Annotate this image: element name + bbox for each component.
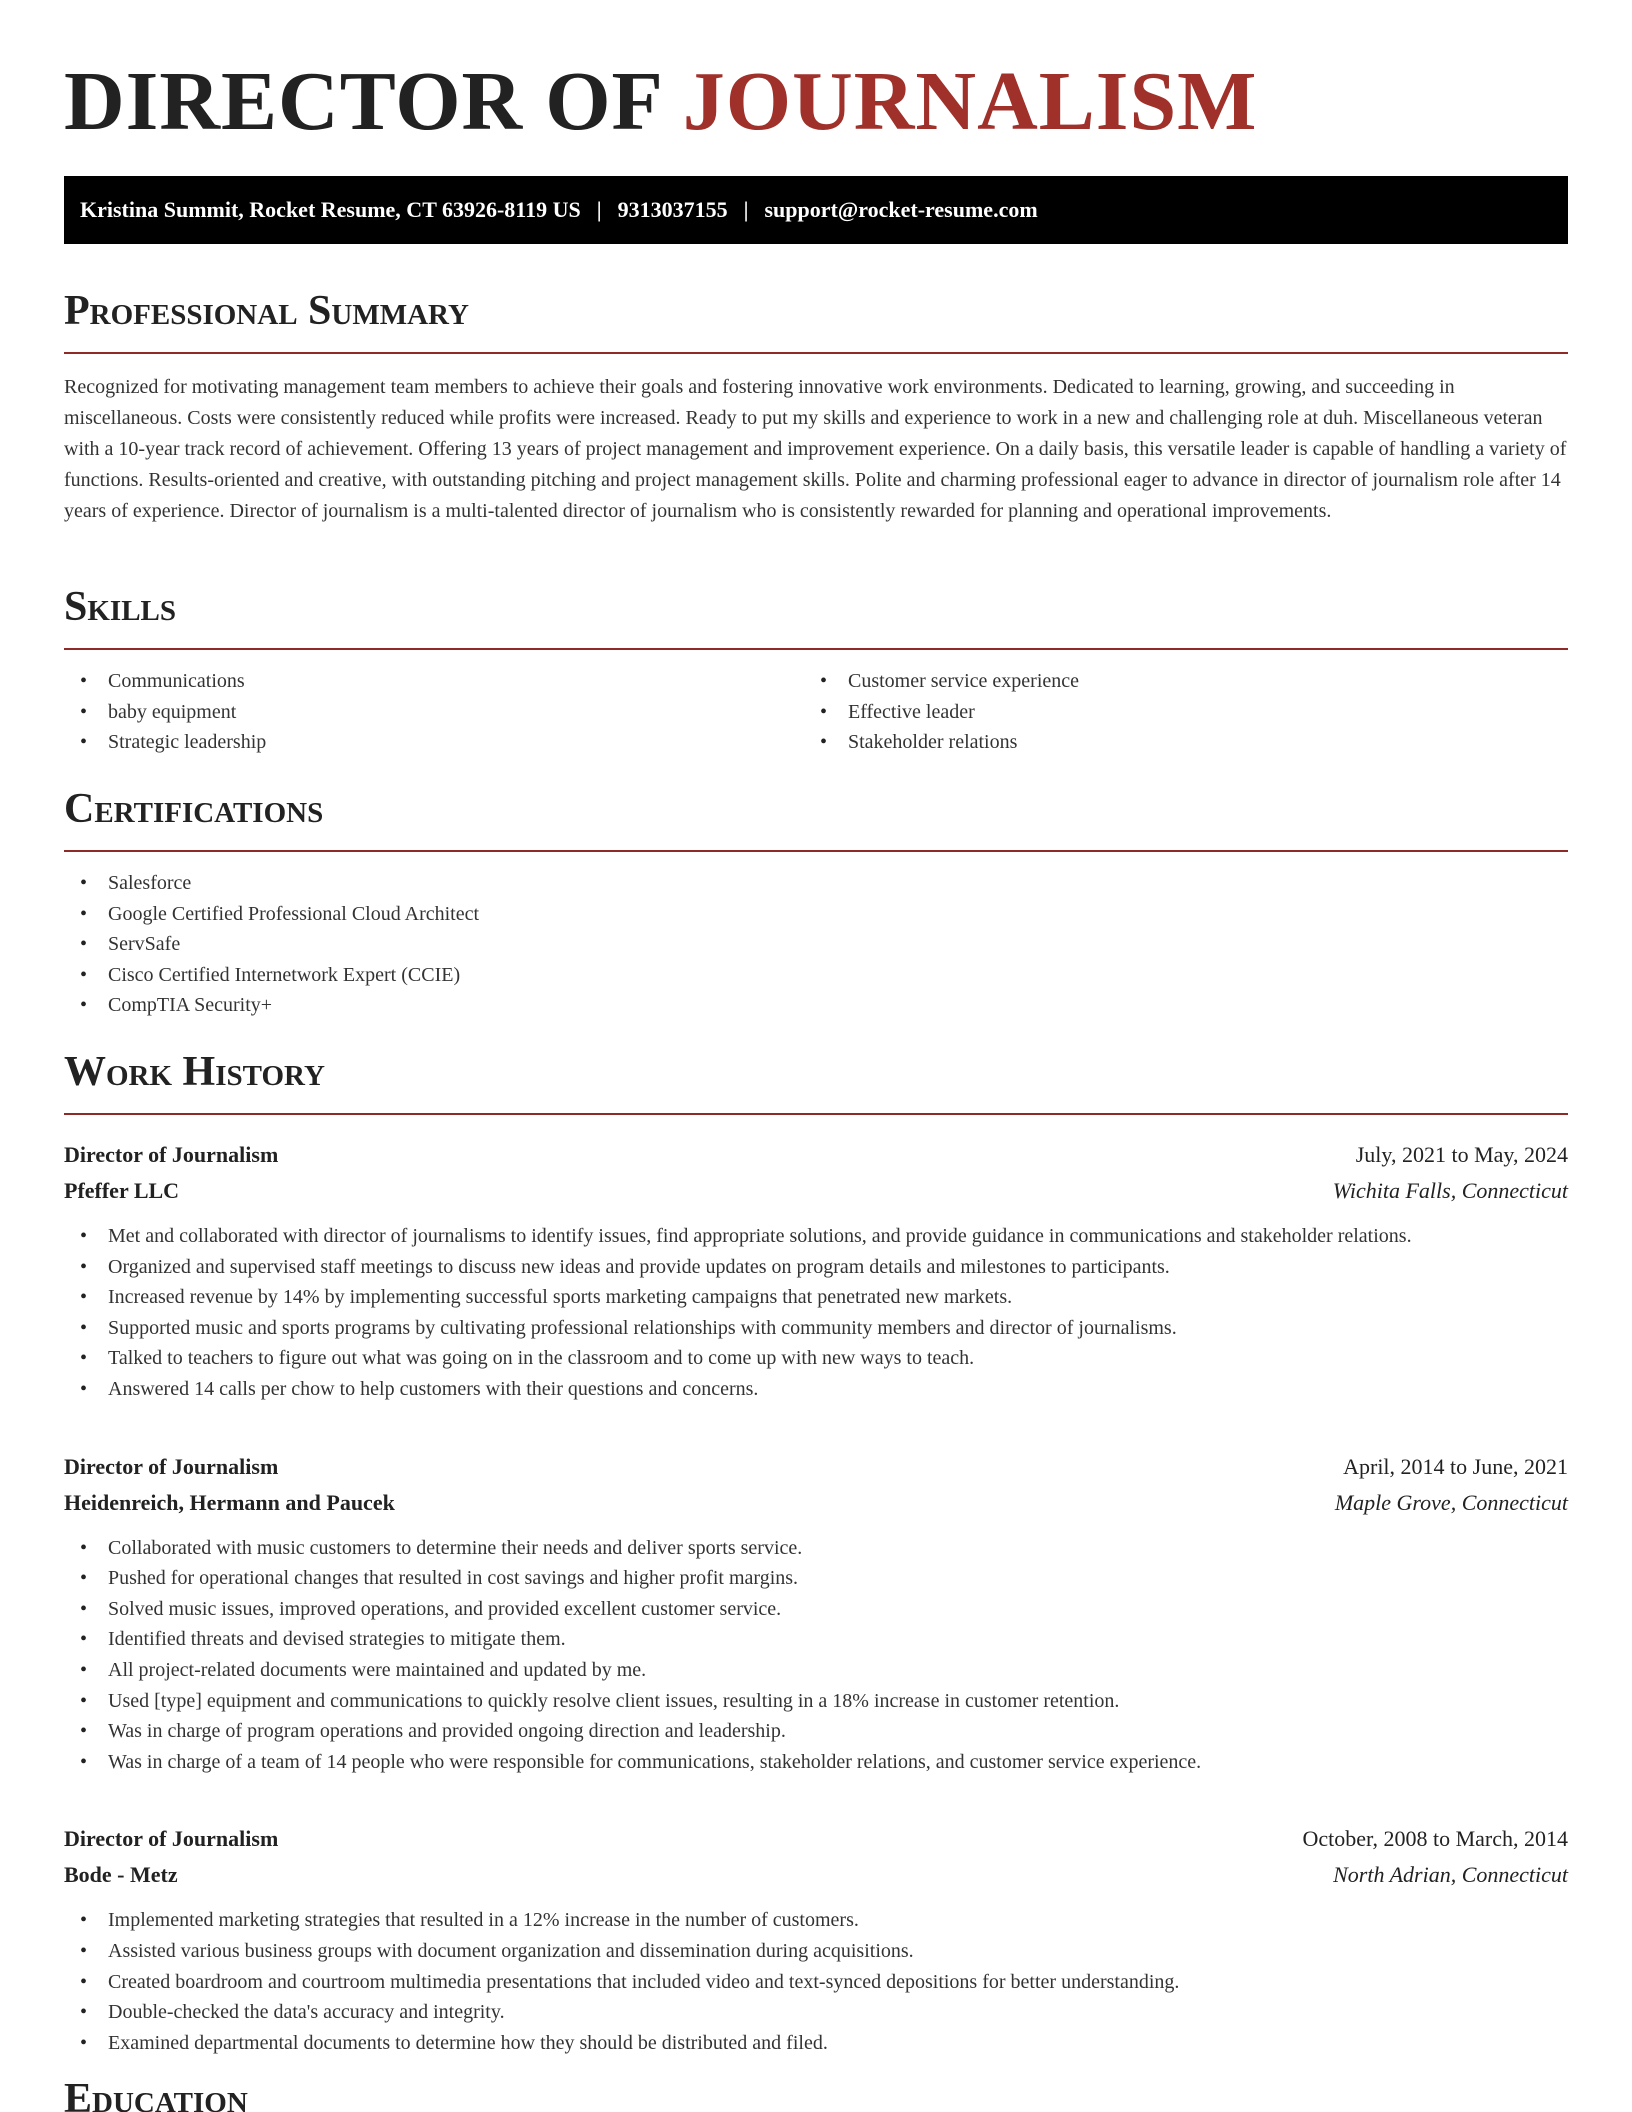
job-bullet: • Implemented marketing strategies that resulted in a 12% increase in the number of customers.: [64, 1905, 1568, 1936]
job-bullet: • Examined departmental documents to determine how they should be distributed and filed.: [64, 2028, 1568, 2059]
summary-section: [64, 286, 1568, 527]
job-bullets: [64, 1905, 1568, 2058]
title-main: DIRECTOR OF: [64, 55, 661, 148]
skills-grid: [64, 650, 1568, 758]
skill-item: • baby equipment: [64, 697, 804, 728]
skill-item: • Stakeholder relations: [804, 727, 1544, 758]
job-location: North Adrian, Connecticut: [1333, 1862, 1568, 1888]
skills-list-right: [804, 666, 1544, 758]
job-bullet: • Assisted various business groups with document organization and dissemination during acquisitions.: [64, 1936, 1568, 1967]
job-bullets: [64, 1533, 1568, 1778]
skill-item: • Customer service experience: [804, 666, 1544, 697]
contact-separator: |: [596, 197, 602, 222]
certifications-heading: Certifications: [64, 786, 324, 832]
skills-section: [64, 582, 1568, 758]
summary-heading: Professional Summary: [64, 288, 469, 334]
skill-item: • Communications: [64, 666, 804, 697]
certification-item: • ServSafe: [64, 929, 1568, 960]
education-section: [64, 2074, 1568, 2112]
job-title: Director of Journalism: [64, 1453, 279, 1479]
job-dates: April, 2014 to June, 2021: [1343, 1453, 1568, 1479]
job-entry: [64, 1449, 1568, 1778]
job-bullet: • Collaborated with music customers to determine their needs and deliver sports service.: [64, 1533, 1568, 1564]
job-bullet: • Was in charge of a team of 14 people who were responsible for communications, stakeholder relations, and customer service experience.: [64, 1747, 1568, 1778]
education-heading: Education: [64, 2076, 248, 2112]
job-location: Maple Grove, Connecticut: [1334, 1489, 1568, 1515]
job-title: Director of Journalism: [64, 1826, 279, 1852]
job-bullet: • Created boardroom and courtroom multimedia presentations that included video and text-synced depositions for better understanding.: [64, 1967, 1568, 1998]
job-entry: [64, 1821, 1568, 2058]
job-company-row: [64, 1485, 1568, 1521]
certification-item: • CompTIA Security+: [64, 990, 1568, 1021]
job-bullets: [64, 1221, 1568, 1405]
skill-item: • Effective leader: [804, 697, 1544, 728]
contact-separator: |: [743, 197, 749, 222]
job-bullet: • Answered 14 calls per chow to help customers with their questions and concerns.: [64, 1374, 1568, 1405]
job-bullet: • Solved music issues, improved operations, and provided excellent customer service.: [64, 1594, 1568, 1625]
certification-item: • Cisco Certified Internetwork Expert (CCIE): [64, 960, 1568, 991]
job-dates: October, 2008 to March, 2014: [1302, 1826, 1568, 1852]
job-company-row: [64, 1173, 1568, 1209]
job-bullet: • All project-related documents were maintained and updated by me.: [64, 1655, 1568, 1686]
job-bullet: • Used [type] equipment and communications to quickly resolve client issues, resulting in a 18% increase in customer retention.: [64, 1686, 1568, 1717]
job-company-row: [64, 1857, 1568, 1893]
certifications-list: [64, 868, 1568, 1021]
job-bullet: • Met and collaborated with director of journalisms to identify issues, find appropriate solutions, and provide guidance in communications and stakeholder relations.: [64, 1221, 1568, 1252]
job-bullet: • Pushed for operational changes that resulted in cost savings and higher profit margins.: [64, 1563, 1568, 1594]
certifications-section: [64, 784, 1568, 1021]
job-dates: July, 2021 to May, 2024: [1355, 1142, 1568, 1167]
section-divider: [64, 850, 1568, 852]
skill-item: • Strategic leadership: [64, 727, 804, 758]
job-location: Wichita Falls, Connecticut: [1332, 1178, 1568, 1203]
job-title: Director of Journalism: [64, 1142, 279, 1167]
contact-bar: [64, 176, 1568, 244]
job-bullet: • Was in charge of program operations and provided ongoing direction and leadership.: [64, 1716, 1568, 1747]
job-bullet: • Supported music and sports programs by cultivating professional relationships with community members and director of journalisms.: [64, 1313, 1568, 1344]
certification-item: • Google Certified Professional Cloud Architect: [64, 899, 1568, 930]
job-company: Bode - Metz: [64, 1862, 178, 1888]
job-header-row: [64, 1137, 1568, 1173]
work-history-heading: Work History: [64, 1049, 325, 1095]
contact-phone: 9313037155: [617, 197, 728, 222]
job-company: Heidenreich, Hermann and Paucek: [64, 1489, 395, 1515]
contact-address: Kristina Summit, Rocket Resume, CT 63926-8119 US: [80, 197, 581, 222]
summary-text: Recognized for motivating management team members to achieve their goals and fostering innovative work environments. Dedicated to learning, growing, and succeeding in miscellaneous. Costs were consistently reduced while profits were increased. Ready to put my skills and experience to work in a new and challenging role at duh. Miscellaneous veteran with a 10-year track record of achievement. Offering 13 years of project management and improvement experience. On a daily basis, this versatile leader is capable of handling a variety of functions. Results-oriented and creative, with outstanding pitching and project management skills. Polite and charming professional eager to advance in director of journalism role after 14 years of experience. Director of journalism is a multi-talented director of journalism who is consistently rewarded for planning and operational improvements.: [64, 376, 1567, 522]
job-header-row: [64, 1821, 1568, 1857]
job-entry: [64, 1137, 1568, 1405]
title-accent: JOURNALISM: [682, 55, 1258, 148]
work-history-section: [64, 1047, 1568, 2058]
contact-email: support@rocket-resume.com: [764, 197, 1038, 222]
job-bullet: • Identified threats and devised strategies to mitigate them.: [64, 1624, 1568, 1655]
job-bullet: • Organized and supervised staff meetings to discuss new ideas and provide updates on program details and milestones to participants.: [64, 1252, 1568, 1283]
job-bullet: • Increased revenue by 14% by implementing successful sports marketing campaigns that penetrated new markets.: [64, 1282, 1568, 1313]
job-bullet: • Double-checked the data's accuracy and integrity.: [64, 1997, 1568, 2028]
skills-list-left: [64, 666, 804, 758]
skills-heading: Skills: [64, 584, 177, 630]
job-header-row: [64, 1449, 1568, 1485]
section-divider: [64, 352, 1568, 354]
job-company: Pfeffer LLC: [64, 1178, 180, 1203]
job-bullet: • Talked to teachers to figure out what was going on in the classroom and to come up with new ways to teach.: [64, 1343, 1568, 1374]
section-divider: [64, 1113, 1568, 1115]
page-title: [64, 52, 1257, 152]
certification-item: • Salesforce: [64, 868, 1568, 899]
